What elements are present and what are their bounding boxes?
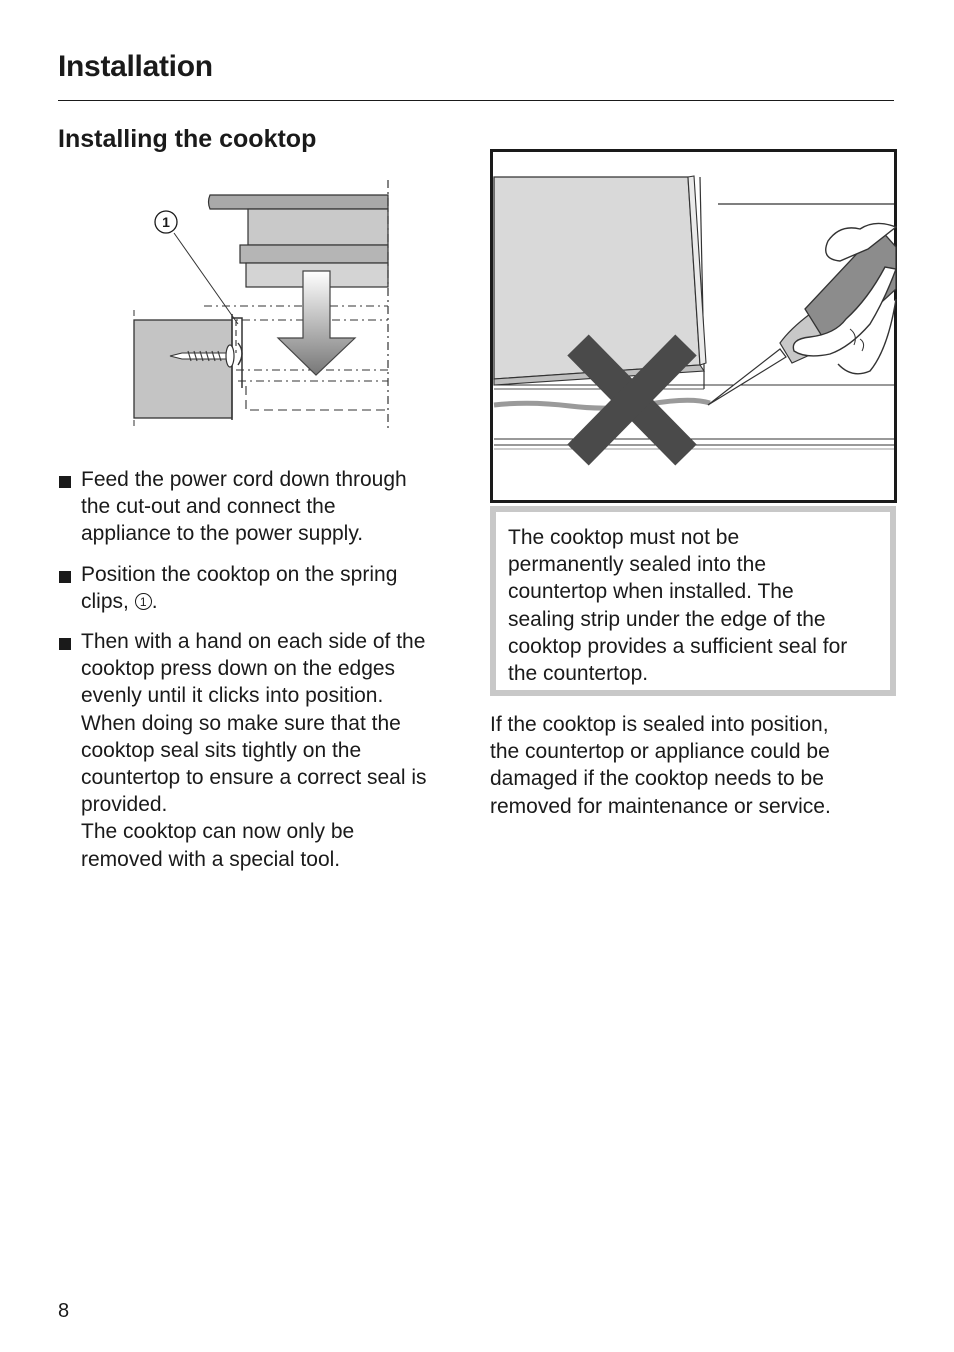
warning-box xyxy=(490,506,896,696)
step-text: appliance to the power supply. xyxy=(81,522,364,546)
warning-text: countertop when installed. The xyxy=(508,580,794,604)
step-text-with-callout xyxy=(81,588,468,615)
step-text: The cooktop can now only be xyxy=(81,820,355,844)
warning-text: sealing strip under the edge of the xyxy=(508,607,826,631)
callout-1-inline: 1 xyxy=(135,593,152,610)
warning-text: The cooktop must not be xyxy=(508,526,740,549)
step-1 xyxy=(58,466,468,548)
step-text: countertop to ensure a correct seal is xyxy=(81,766,427,790)
step-text: Then with a hand on each side of the xyxy=(81,630,426,654)
bullet-square xyxy=(59,476,71,488)
note-paragraph xyxy=(490,711,896,820)
no-sealant-illustration xyxy=(490,149,897,504)
installation-steps xyxy=(58,466,468,886)
step-text: provided. xyxy=(81,793,168,817)
step-text: Position the cooktop on the spring xyxy=(81,562,398,586)
step-text: the cut-out and connect the xyxy=(81,495,336,519)
bullet-square xyxy=(59,638,71,650)
title-divider xyxy=(58,100,894,101)
warning-text: the countertop. xyxy=(508,662,649,686)
step-text: evenly until it clicks into position. xyxy=(81,684,384,708)
warning-text: cooktop provides a sufficient seal for xyxy=(508,634,848,658)
step-text: clips, xyxy=(81,589,135,613)
warning-text: permanently sealed into the xyxy=(508,553,766,577)
step-text: cooktop press down on the edges xyxy=(81,657,396,681)
step-text: cooktop seal sits tightly on the xyxy=(81,738,362,762)
section-title: Installing the cooktop xyxy=(58,125,317,153)
step-2 xyxy=(58,561,468,615)
step-text-suffix: . xyxy=(151,589,158,613)
note-text: the countertop or appliance could be xyxy=(490,740,830,764)
note-text: If the cooktop is sealed into position, xyxy=(490,713,829,736)
note-text: damaged if the cooktop needs to be xyxy=(490,767,824,791)
page-number: 8 xyxy=(58,1300,70,1322)
step-text: removed with a special tool. xyxy=(81,847,341,871)
step-3 xyxy=(58,628,468,873)
step-text: When doing so make sure that the xyxy=(81,711,401,735)
step-text: Feed the power cord down through xyxy=(81,468,407,491)
spring-clip-illustration xyxy=(128,178,398,434)
page-title: Installation xyxy=(58,50,213,83)
note-text: removed for maintenance or service. xyxy=(490,794,831,818)
bullet-square xyxy=(59,571,71,583)
callout-1-label: 1 xyxy=(162,214,170,230)
